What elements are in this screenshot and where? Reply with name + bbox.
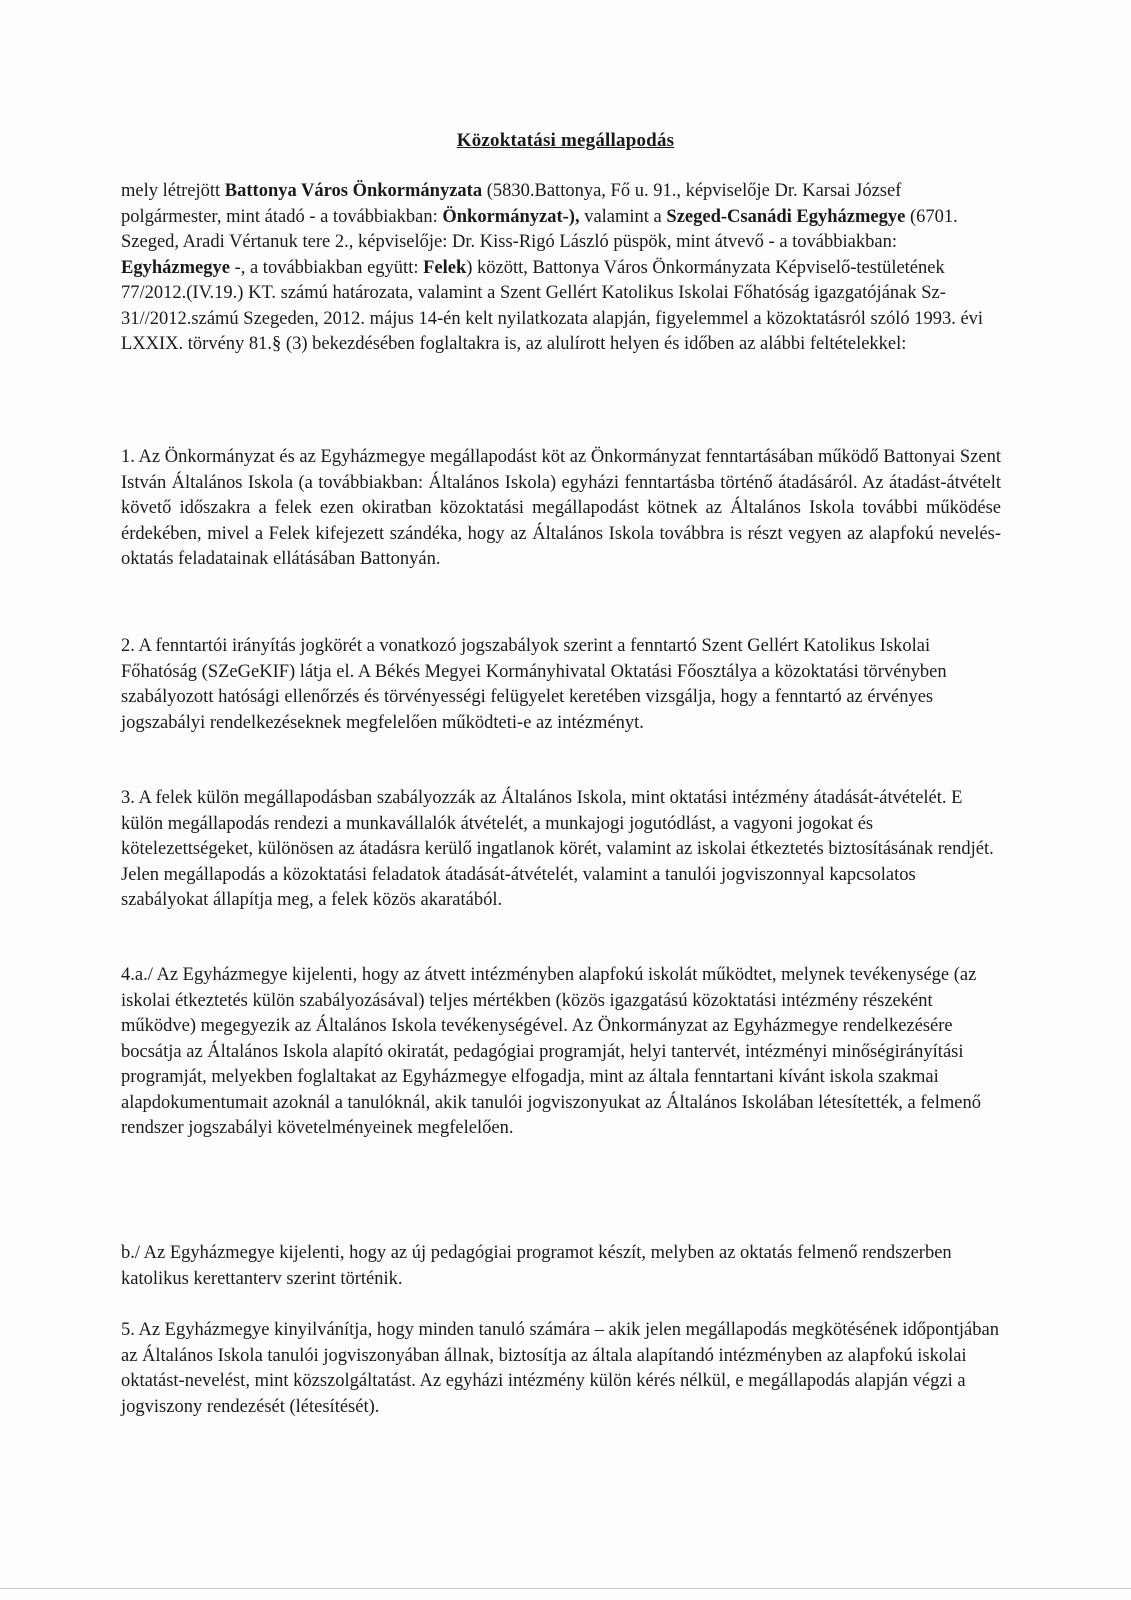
intro-text-1: mely létrejött (121, 181, 225, 201)
party-2-short-name: Egyházmegye (121, 257, 230, 278)
paragraph-1: 1. Az Önkormányzat és az Egyházmegye megállapodást köt az Önkormányzat fenntartásában működő Battonyai Szent István Általános Iskola (a továbbiakban: Általános Iskola) egyházi fenntartásba történő átadásáról. Az átadást-átvételt követő időszakra a felek ezen okiratban közoktatási megállapodást kötnek az Általános Iskola további működése érdekében, mivel a Felek kifejezett szándéka, hogy az Általános Iskola továbbra is részt vegyen az alapfokú nevelés-oktatás feladatainak ellátásában Battonyán. (121, 447, 1001, 569)
intro-paragraph (121, 179, 1001, 358)
intro-text-5: -, a továbbiakban együtt: (229, 257, 424, 278)
intro-text-3: valamint a (579, 206, 667, 227)
paragraph-5: 5. Az Egyházmegye kinyilvánítja, hogy minden tanuló számára – akik jelen megállapodás megkötésének időpontjában az Általános Iskola tanulói jogviszonyában állnak, biztosítja az általa alapítandó intézményben az alapfokú iskolai oktatást-nevelést, mint közszolgáltatást. Az egyházi intézmény külön kérés nélkül, e megállapodás alapján végzi a jogviszony rendezését (létesítését). (121, 1320, 999, 1417)
parties-short-name: Felek (423, 257, 467, 278)
paragraph-4b: b./ Az Egyházmegye kijelenti, hogy az új pedagógiai programot készít, melyben az oktatás felmenő rendszerben katolikus kerettanterv szerint történik. (121, 1243, 952, 1289)
scan-edge-line (0, 1588, 1131, 1589)
paragraph-2: 2. A fenntartói irányítás jogkörét a vonatkozó jogszabályok szerint a fenntartó Szent Gellért Katolikus Iskolai Főhatóság (SZeGeKIF) látja el. A Békés Megyei Kormányhivatal Oktatási Főosztálya a közoktatási törvényben szabályozott hatósági ellenőrzés és törvényességi felügyelet keretében vizsgálja, hogy a fenntartó az érvényes jogszabályi rendelkezéseknek megfelelően működteti-e az intézményt. (121, 636, 947, 733)
document-title: Közoktatási megállapodás (456, 130, 675, 151)
intro-text-4: (6701. Szeged, Aradi Vértanuk tere 2., képviselője: Dr. Kiss-Rigó László püspök, mint átvevő - a továbbiakban: (121, 206, 958, 252)
paragraph-3: 3. A felek külön megállapodásban szabályozzák az Általános Iskola, mint oktatási intézmény átadását-átvételét. E külön megállapodás rendezi a munkavállalók átvételét, a munkajogi jogutódlást, a vagyoni jogokat és kötelezettségeket, különösen az átadásra kerülő ingatlanok körét, valamint az iskolai étkeztetés biztosításának rendjét. Jelen megállapodás a közoktatási feladatok átadását-átvételét, valamint a tanulói jogviszonnyal kapcsolatos szabályokat állapítja meg, a felek közös akaratából. (121, 788, 994, 910)
intro-text-6: ) között, Battonya Város Önkormányzata Képviselő-testületének 77/2012.(IV.19.) KT. számú határozata, valamint a Szent Gellért Katolikus Iskolai Főhatóság igazgatójának Sz-31//2012.számú Szegeden, 2012. május 14-én kelt nyilatkozata alapján, figyelemmel a közoktatásról szóló 1993. évi LXXIX. törvény 81.§ (3) bekezdésében foglaltakra is, az alulírott helyen és időben az alábbi feltételekkel: (121, 257, 984, 354)
paragraph-4a: 4.a./ Az Egyházmegye kijelenti, hogy az átvett intézményben alapfokú iskolát működtet, melynek tevékenysége (az iskolai étkeztetés külön szabályozásával) teljes mértékben (közös igazgatású közoktatási intézmény részeként működve) megegyezik az Általános Iskola tevékenységével. Az Önkormányzat az Egyházmegye rendelkezésére bocsátja az Általános Iskola alapító okiratát, pedagógiai programját, helyi tantervét, intézményi minőségirányítási programját, melyekben foglaltakat az Egyházmegye elfogadja, mint az általa fenntartani kívánt iskola szakmai alapdokumentumait azoknál a tanulóknál, akik tanulói jogviszonyukat az Általános Iskolában létesítették, a felmenő rendszer jogszabályi követelményeinek megfelelően. (121, 965, 981, 1138)
intro-text-2: (5830.Battonya, Fő u. 91., képviselője Dr. Karsai József polgármester, mint átadó - a továbbiakban: (121, 181, 902, 227)
party-2-name: Szeged-Csanádi Egyházmegye (666, 206, 906, 227)
party-1-short-name: Önkormányzat-), (442, 206, 580, 227)
party-1-name: Battonya Város Önkormányzata (224, 181, 483, 201)
